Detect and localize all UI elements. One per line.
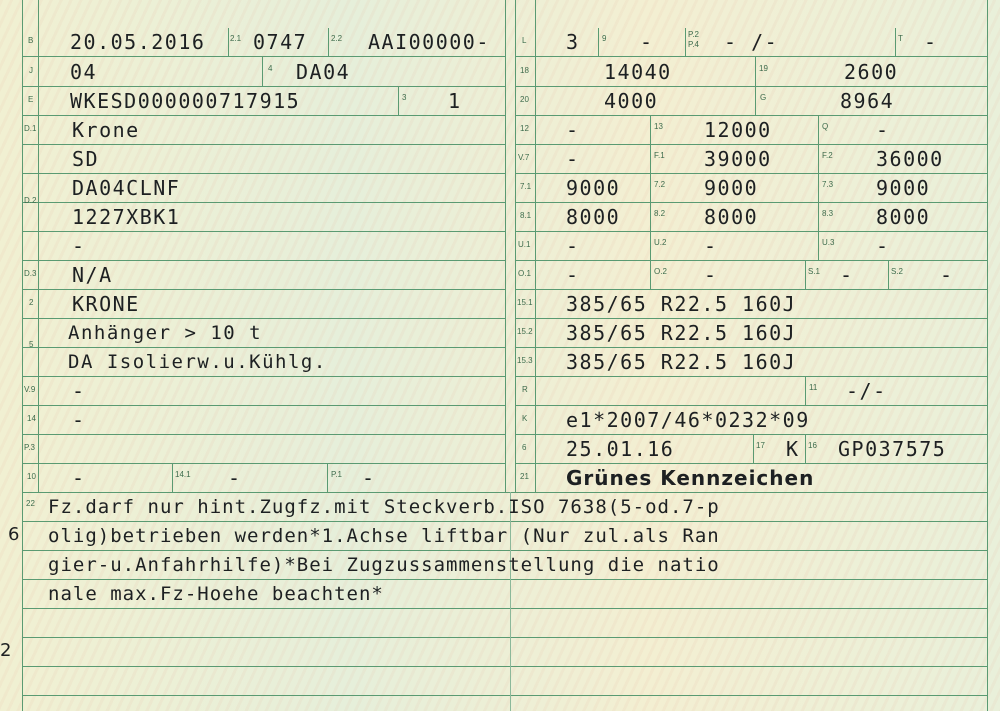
rule xyxy=(22,56,505,57)
remarks-line-2: olig)betrieben werden*1.Achse liftbar (Nur zul.als Ran xyxy=(48,525,720,547)
field-5-value: Anhänger > 10 t xyxy=(68,322,263,344)
remarks-line-1: Fz.darf nur hint.Zugfz.mit Steckverb.ISO 7638(5-od.7-p xyxy=(48,496,720,518)
field-u2-value: - xyxy=(704,234,718,258)
field-code: 22 xyxy=(26,499,35,508)
rule xyxy=(685,28,686,56)
field-code: R xyxy=(522,385,528,394)
field-3-value: 1 xyxy=(448,89,462,113)
field-16-value: GP037575 xyxy=(838,437,947,461)
margin-mark: 6 xyxy=(8,524,20,545)
field-83-value: 8000 xyxy=(876,205,931,229)
field-code: U.2 xyxy=(654,238,667,247)
rule xyxy=(22,463,505,464)
field-s2-value: - xyxy=(940,263,954,287)
rule xyxy=(22,550,988,551)
field-s1-value: - xyxy=(840,263,854,287)
rule xyxy=(505,0,506,492)
rule xyxy=(22,231,505,232)
field-code: 9 xyxy=(602,34,607,43)
field-71-value: 9000 xyxy=(566,176,621,200)
field-f1-value: 39000 xyxy=(704,147,772,171)
rule xyxy=(22,202,505,203)
rule xyxy=(22,405,505,406)
field-2-value: KRONE xyxy=(72,292,140,316)
rule xyxy=(755,56,756,115)
field-code: 7.3 xyxy=(822,180,834,189)
field-d1-line2: SD xyxy=(72,147,100,171)
rule xyxy=(598,28,599,56)
field-code: O.1 xyxy=(518,269,531,278)
field-6-value: 25.01.16 xyxy=(566,437,675,461)
field-code: D.1 xyxy=(24,124,37,133)
field-p2p4-value: - /- xyxy=(724,30,779,54)
rule xyxy=(22,0,23,711)
field-code: 2.1 xyxy=(230,34,242,43)
field-u3-value: - xyxy=(876,234,890,258)
field-10-value: - xyxy=(72,466,86,490)
rule xyxy=(515,434,987,435)
rule xyxy=(515,202,987,203)
field-18-value: 14040 xyxy=(604,60,672,84)
field-d2-line3: - xyxy=(72,234,86,258)
field-153-value: 385/65 R22.5 160J xyxy=(566,350,797,374)
rule xyxy=(515,318,987,319)
field-code: 14.1 xyxy=(175,470,191,479)
field-code: J xyxy=(29,66,33,75)
field-code: 20 xyxy=(520,95,529,104)
field-g-value: 8964 xyxy=(840,89,895,113)
field-code: 11 xyxy=(809,383,818,392)
rule xyxy=(22,376,505,377)
field-code: 18 xyxy=(520,66,529,75)
field-14-value: - xyxy=(72,408,86,432)
field-code: 6 xyxy=(522,443,527,452)
field-code: 13 xyxy=(654,122,663,131)
remarks-line-3: gier-u.Anfahrhilfe)*Bei Zugzussammenstellung die natio xyxy=(48,554,720,576)
field-81-value: 8000 xyxy=(566,205,621,229)
rule xyxy=(22,260,505,261)
field-code: G xyxy=(760,93,767,102)
field-q-value: - xyxy=(876,118,890,142)
rule xyxy=(22,521,988,522)
field-13-value: 12000 xyxy=(704,118,772,142)
rule xyxy=(328,28,329,56)
rule xyxy=(515,231,987,232)
field-code: V.9 xyxy=(24,385,36,394)
rule xyxy=(515,56,987,57)
rule xyxy=(22,695,988,696)
field-code: 7.1 xyxy=(520,182,532,191)
field-code: 21 xyxy=(520,472,529,481)
field-141-value: - xyxy=(228,466,242,490)
rule xyxy=(805,376,806,405)
field-code: 15.3 xyxy=(517,356,533,365)
rule xyxy=(398,86,399,115)
rule xyxy=(22,637,988,638)
field-72-value: 9000 xyxy=(704,176,759,200)
field-code: S.1 xyxy=(808,267,821,276)
rule xyxy=(515,405,987,406)
field-code: P.4 xyxy=(688,40,699,49)
field-4-value: DA04 xyxy=(296,60,351,84)
field-code: E xyxy=(28,95,34,104)
field-v9-value: - xyxy=(72,379,86,403)
field-code: 15.1 xyxy=(517,298,533,307)
rule xyxy=(22,86,505,87)
field-17-value: K xyxy=(786,437,800,461)
rule xyxy=(895,28,896,56)
rule xyxy=(22,347,505,348)
rule xyxy=(515,144,987,145)
field-d1-value: Krone xyxy=(72,118,140,142)
rule xyxy=(818,115,819,260)
field-21-kennzeichen-value: Grünes Kennzeichen xyxy=(566,466,815,490)
field-code: 7.2 xyxy=(654,180,666,189)
field-u1-value: - xyxy=(566,234,580,258)
field-code: P.1 xyxy=(331,470,342,479)
field-code: U.3 xyxy=(822,238,835,247)
rule xyxy=(805,434,806,463)
field-code: 10 xyxy=(27,472,36,481)
rule xyxy=(22,608,988,609)
field-code: O.2 xyxy=(654,267,667,276)
rule xyxy=(515,347,987,348)
rule xyxy=(515,115,987,116)
rule xyxy=(22,173,505,174)
field-code: 8.2 xyxy=(654,209,666,218)
field-code: 19 xyxy=(759,64,768,73)
field-code: 4 xyxy=(268,64,273,73)
rule xyxy=(327,463,328,492)
rule xyxy=(22,115,505,116)
field-73-value: 9000 xyxy=(876,176,931,200)
rule xyxy=(22,434,505,435)
field-code: Q xyxy=(822,122,829,131)
field-l-value: 3 xyxy=(566,30,580,54)
rule xyxy=(22,289,505,290)
field-code: 16 xyxy=(808,441,817,450)
field-code: 8.1 xyxy=(520,211,532,220)
rule xyxy=(753,434,754,463)
field-151-value: 385/65 R22.5 160J xyxy=(566,292,797,316)
rule xyxy=(515,86,987,87)
field-code: 2 xyxy=(29,298,34,307)
field-j-value: 04 xyxy=(70,60,98,84)
field-k-value: e1*2007/46*0232*09 xyxy=(566,408,810,432)
field-b-value: 20.05.2016 xyxy=(70,30,206,54)
rule xyxy=(172,463,173,492)
rule xyxy=(38,0,39,492)
field-d2-value: DA04CLNF xyxy=(72,176,181,200)
rule xyxy=(987,0,988,711)
field-19-value: 2600 xyxy=(844,60,899,84)
field-82-value: 8000 xyxy=(704,205,759,229)
rule xyxy=(805,260,806,289)
field-code: 17 xyxy=(756,441,765,450)
field-t-value: - xyxy=(924,30,938,54)
field-21-value: 0747 xyxy=(253,30,308,54)
field-code: D.3 xyxy=(24,269,37,278)
field-code: 3 xyxy=(402,93,407,102)
rule xyxy=(22,492,988,493)
rule xyxy=(22,144,505,145)
field-code: 5 xyxy=(29,340,34,349)
rule xyxy=(22,318,505,319)
margin-mark: 2 xyxy=(0,640,12,661)
rule xyxy=(515,173,987,174)
field-22-value: AAI00000- xyxy=(368,30,490,54)
field-code: K xyxy=(522,414,528,423)
rule xyxy=(515,260,987,261)
field-code: F.1 xyxy=(654,151,665,160)
field-code: L xyxy=(522,36,527,45)
field-code: 15.2 xyxy=(517,327,533,336)
field-code: 8.3 xyxy=(822,209,834,218)
rule xyxy=(535,0,536,492)
field-code: T xyxy=(898,34,903,43)
field-code: S.2 xyxy=(891,267,904,276)
field-code: P.2 xyxy=(688,30,699,39)
field-code: 2.2 xyxy=(331,34,343,43)
rule xyxy=(515,463,987,464)
field-152-value: 385/65 R22.5 160J xyxy=(566,321,797,345)
field-f2-value: 36000 xyxy=(876,147,944,171)
field-20-value: 4000 xyxy=(604,89,659,113)
field-e-value: WKESD000000717915 xyxy=(70,89,301,113)
field-p1-value: - xyxy=(362,466,376,490)
field-11-value: -/- xyxy=(846,379,887,403)
rule xyxy=(262,56,263,86)
rule xyxy=(650,115,651,289)
field-o1-value: - xyxy=(566,263,580,287)
rule xyxy=(22,666,988,667)
field-d2-line2: 1227XBK1 xyxy=(72,205,181,229)
rule xyxy=(22,579,988,580)
rule xyxy=(515,289,987,290)
rule xyxy=(515,0,516,492)
field-d3-value: N/A xyxy=(72,263,113,287)
field-code: D.2 xyxy=(24,196,37,205)
remarks-line-4: nale max.Fz-Hoehe beachten* xyxy=(48,583,384,605)
field-code: F.2 xyxy=(822,151,833,160)
rule xyxy=(888,260,889,289)
field-code: V.7 xyxy=(518,153,530,162)
field-v7-value: - xyxy=(566,147,580,171)
field-code: 14 xyxy=(27,414,36,423)
field-o2-value: - xyxy=(704,263,718,287)
field-9-value: - xyxy=(640,30,654,54)
field-code: B xyxy=(28,36,34,45)
field-code: 12 xyxy=(520,124,529,133)
field-code: U.1 xyxy=(518,240,531,249)
field-12-value: - xyxy=(566,118,580,142)
rule xyxy=(515,376,987,377)
field-5-line2: DA Isolierw.u.Kühlg. xyxy=(68,351,327,373)
field-code: P.3 xyxy=(24,443,35,452)
